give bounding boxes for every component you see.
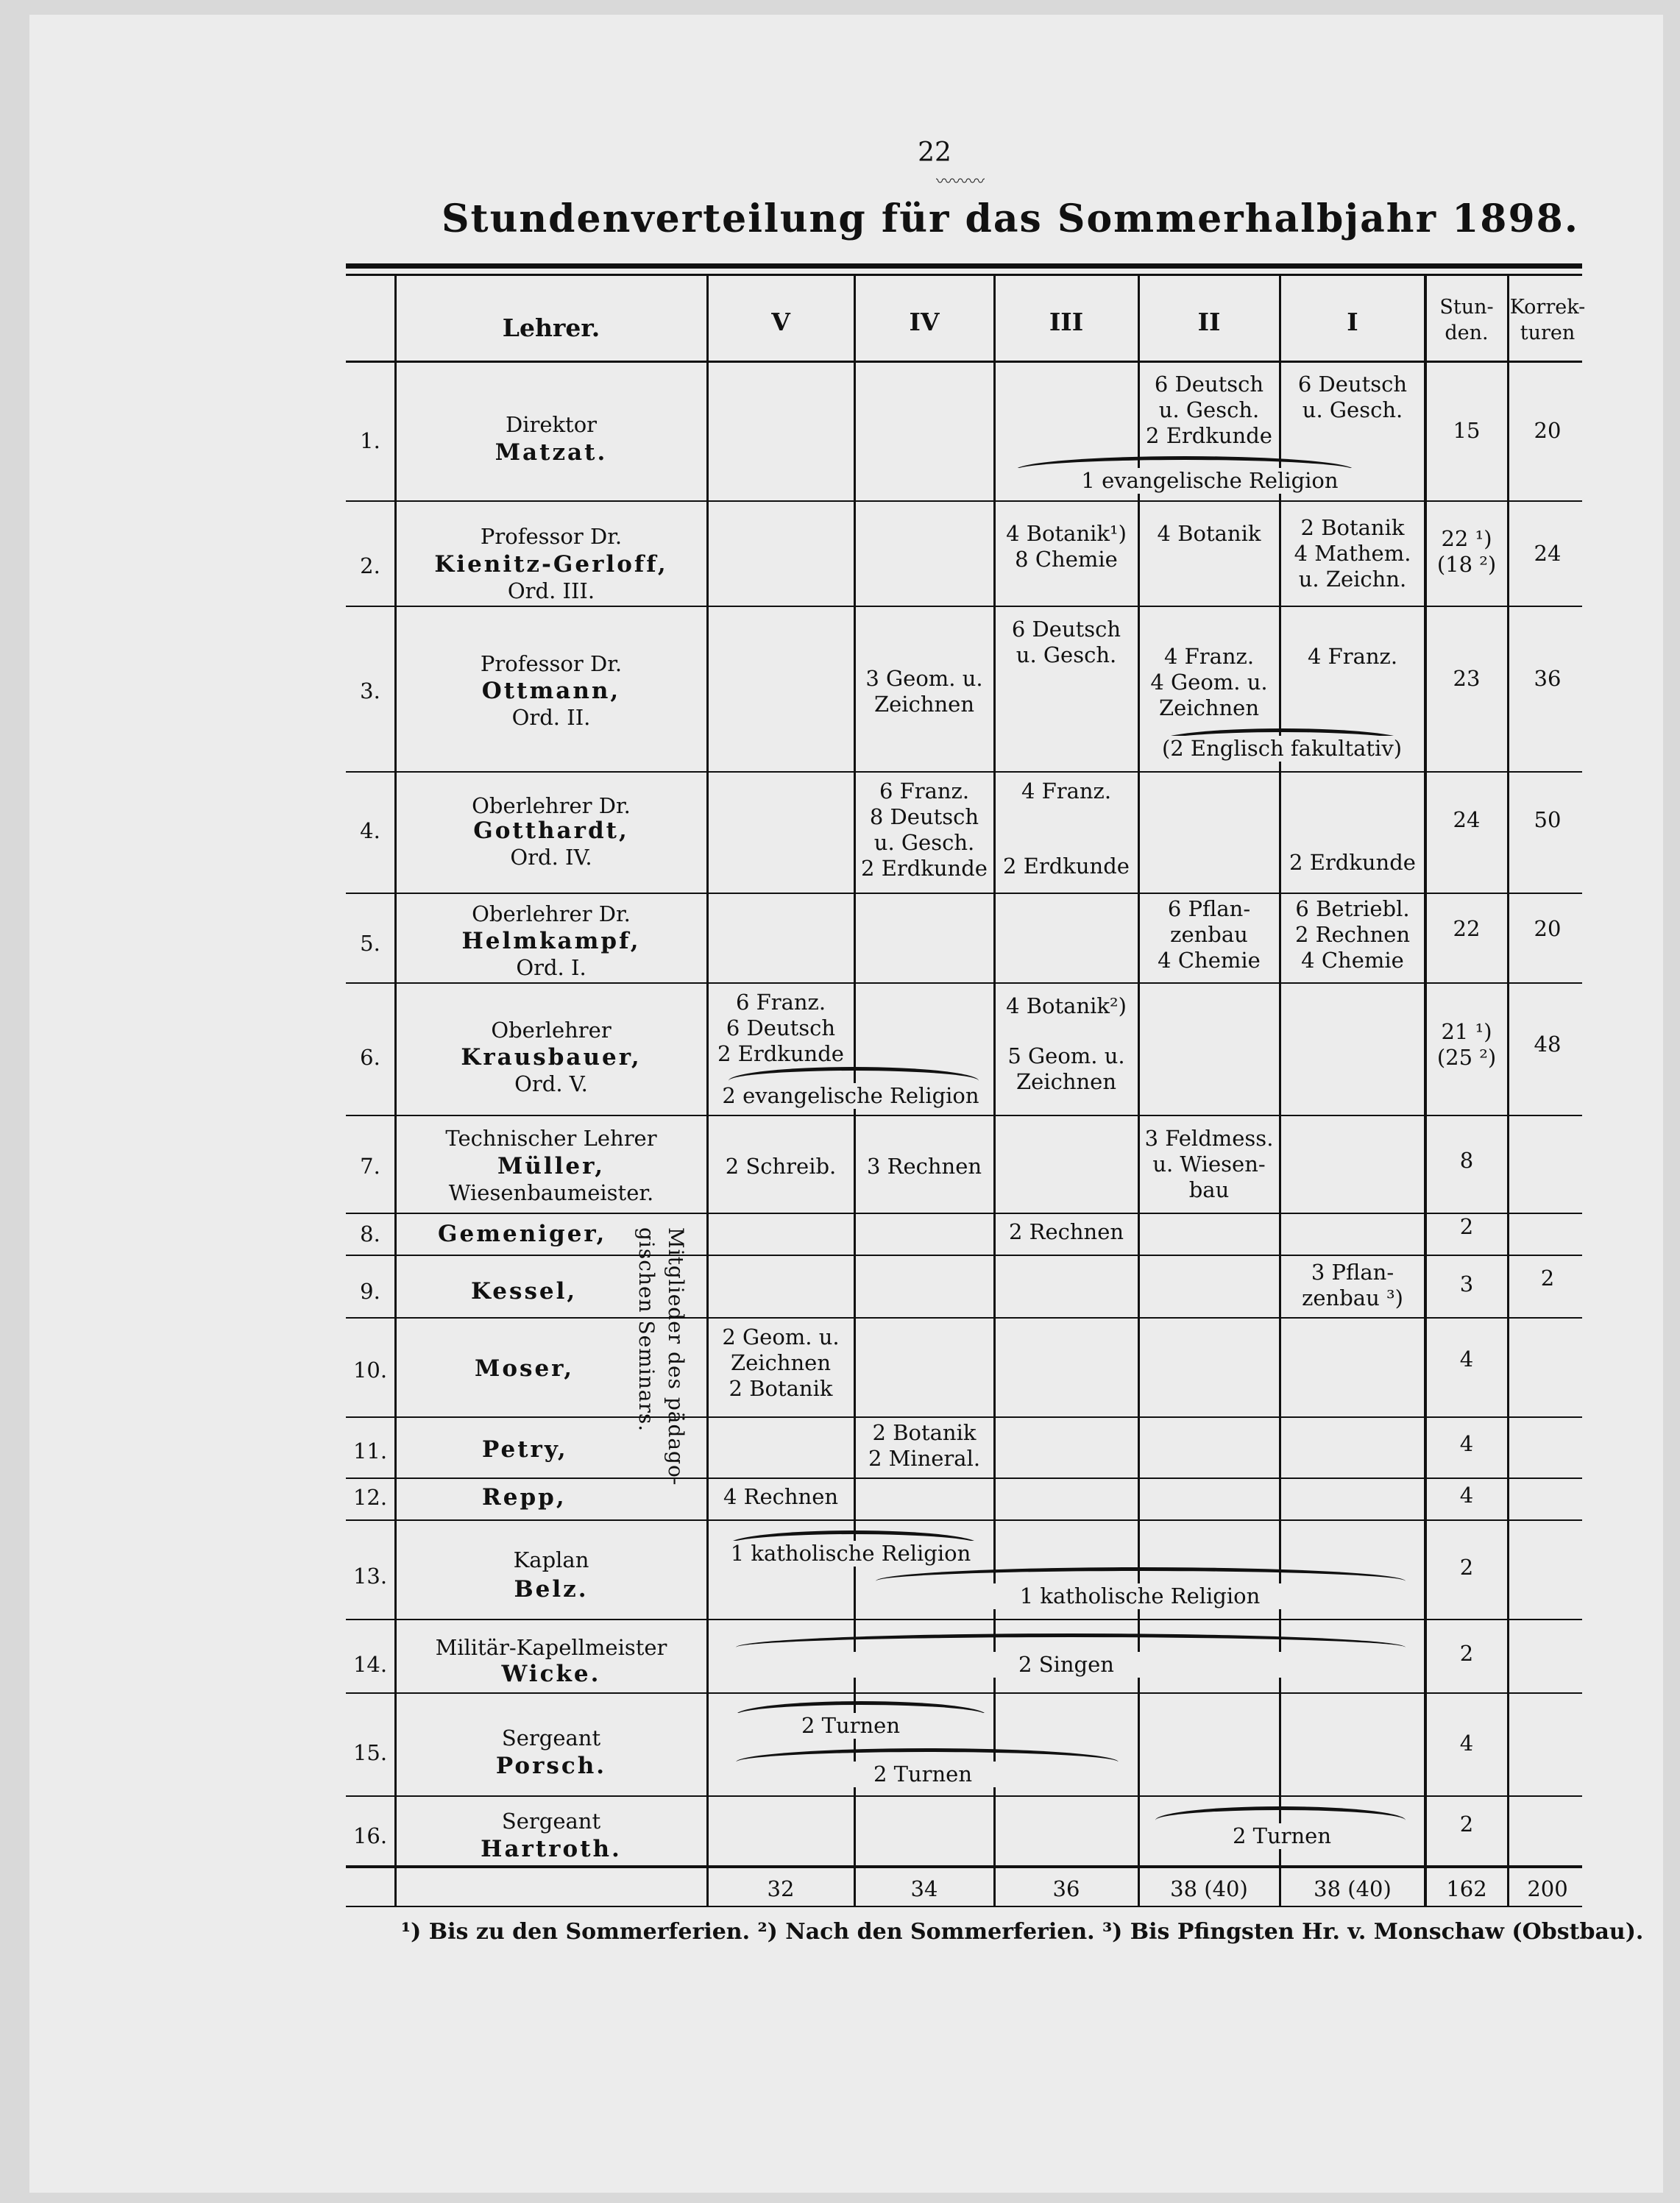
row-number: 16. xyxy=(352,1823,388,1848)
total-iv: 34 xyxy=(910,1876,938,1901)
stunden: 2 xyxy=(1459,1214,1474,1239)
teacher-title: Oberlehrer Dr. xyxy=(472,793,631,818)
stunden: 4 xyxy=(1459,1431,1474,1456)
header-lehrer: Lehrer. xyxy=(502,313,600,342)
ornament: 〰〰〰 xyxy=(935,173,985,191)
teacher-name: Helmkampf, xyxy=(461,928,641,954)
teacher-ordinariat: Ord. III. xyxy=(507,578,595,603)
teacher-name: Belz. xyxy=(514,1576,589,1603)
stunden: 23 xyxy=(1453,666,1481,691)
header-rule xyxy=(346,361,1582,363)
teacher-ordinariat: Ord. II. xyxy=(511,705,591,730)
korrekturen: 24 xyxy=(1534,541,1562,566)
stunden: 15 xyxy=(1453,418,1481,443)
header-v: V xyxy=(771,308,790,336)
span-label: 2 Turnen xyxy=(1140,1823,1424,1849)
stunden: 2 xyxy=(1459,1812,1474,1837)
teacher-title: Direktor xyxy=(505,412,598,437)
row-number: 2. xyxy=(360,553,380,578)
teacher-ordinariat: Ord. I. xyxy=(516,955,586,980)
teacher-title: Oberlehrer Dr. xyxy=(472,901,631,926)
cell-iv: 2 Botanik 2 Mineral. xyxy=(868,1420,981,1471)
row-number: 5. xyxy=(360,931,380,956)
stunden: 24 xyxy=(1453,807,1481,832)
stunden: 2 xyxy=(1459,1641,1474,1666)
cell-ii: 4 Botanik xyxy=(1157,521,1261,546)
header-iii: III xyxy=(1049,308,1084,336)
col-line xyxy=(1507,276,1509,1906)
stunden: 4 xyxy=(1459,1483,1474,1508)
row-number: 4. xyxy=(360,818,380,843)
total-stunden: 162 xyxy=(1446,1876,1487,1901)
teacher-ordinariat: Ord. V. xyxy=(514,1071,588,1096)
teacher-name: Gotthardt, xyxy=(473,817,629,844)
total-v: 32 xyxy=(767,1876,795,1901)
span-label: 2 Singen xyxy=(709,1652,1424,1678)
row-line xyxy=(346,1416,1582,1418)
stunden: 8 xyxy=(1459,1148,1474,1173)
teacher-name: Ottmann, xyxy=(481,678,621,704)
row-line xyxy=(346,771,1582,773)
teacher-name: Krausbauer, xyxy=(461,1044,642,1071)
span-label: 2 Turnen xyxy=(709,1713,993,1739)
span-label: 1 evangelische Religion xyxy=(996,468,1424,494)
header-iv: IV xyxy=(909,308,940,336)
teacher-name: Gemeniger, xyxy=(438,1221,607,1247)
teacher-name: Porsch. xyxy=(495,1753,607,1779)
teacher-title: Kaplan xyxy=(513,1547,589,1572)
row-number: 13. xyxy=(352,1564,388,1589)
cell-v: 2 Geom. u. Zeichnen 2 Botanik xyxy=(722,1324,840,1401)
top-rule xyxy=(346,263,1582,269)
teacher-name: Petry, xyxy=(482,1436,568,1463)
korrekturen: 36 xyxy=(1534,666,1562,691)
span-label-2: 1 katholische Religion xyxy=(856,1583,1424,1609)
row-line xyxy=(346,1255,1582,1256)
row-line xyxy=(346,1213,1582,1214)
row-number: 1. xyxy=(360,428,380,453)
cell-iii: 2 Rechnen xyxy=(1008,1219,1124,1244)
cell-v: 6 Franz. 6 Deutsch 2 Erdkunde xyxy=(717,990,844,1066)
stunden: 4 xyxy=(1459,1731,1474,1756)
row-number: 12. xyxy=(352,1485,388,1510)
row-number: 7. xyxy=(360,1154,380,1179)
cell-ii: 6 Deutsch u. Gesch. 2 Erdkunde xyxy=(1146,372,1272,448)
cell-iii-b: 5 Geom. u. Zeichnen xyxy=(1007,1043,1125,1094)
total-iii: 36 xyxy=(1052,1876,1080,1901)
cell-i: 6 Betriebl. 2 Rechnen 4 Chemie xyxy=(1294,896,1411,973)
totals-rule xyxy=(346,1865,1582,1868)
row-line xyxy=(346,606,1582,607)
span-label: (2 Englisch fakultativ) xyxy=(1140,736,1424,762)
span-label-2: 2 Turnen xyxy=(709,1762,1137,1787)
row-number: 14. xyxy=(352,1652,388,1677)
row-line xyxy=(346,1795,1582,1797)
row-line xyxy=(346,1519,1582,1521)
header-ii: II xyxy=(1197,308,1221,336)
row-line xyxy=(346,982,1582,984)
page-title: Stundenverteilung für das Sommerhalbjahr 1898. xyxy=(442,196,1579,241)
stunden: 3 xyxy=(1459,1271,1474,1296)
cell-iii: 4 Botanik¹) 8 Chemie xyxy=(1006,521,1127,572)
cell-ii: 3 Feldmess. u. Wiesen- bau xyxy=(1144,1126,1274,1202)
total-i: 38 (40) xyxy=(1314,1876,1392,1901)
row-line xyxy=(346,500,1582,502)
cell-iii-b: 2 Erdkunde xyxy=(1003,854,1130,879)
teacher-title: Technischer Lehrer xyxy=(445,1126,657,1151)
span-label: 2 evangelische Religion xyxy=(709,1083,993,1109)
cell-iv: 6 Franz. 8 Deutsch u. Gesch. 2 Erdkunde xyxy=(861,778,988,881)
teacher-name: Repp, xyxy=(482,1484,567,1511)
cell-i: 2 Erdkunde xyxy=(1289,850,1416,875)
row-line xyxy=(346,893,1582,894)
row-number: 8. xyxy=(360,1221,380,1246)
korrekturen: 48 xyxy=(1534,1032,1562,1057)
footnote: ¹) Bis zu den Sommerferien. ²) Nach den Sommerferien. ³) Bis Pfingsten Hr. v. Monschaw (Obstbau). xyxy=(401,1919,1644,1945)
stunden: 22 ¹) (18 ²) xyxy=(1436,526,1497,577)
row-number: 3. xyxy=(360,678,380,703)
top-rule-thin xyxy=(346,274,1582,276)
row-number: 11. xyxy=(352,1438,388,1464)
teacher-name: Hartroth. xyxy=(481,1836,622,1862)
teacher-title: Oberlehrer xyxy=(491,1018,612,1043)
row-number: 9. xyxy=(360,1279,380,1304)
cell-v: 4 Rechnen xyxy=(723,1484,839,1509)
cell-v: 2 Schreib. xyxy=(725,1154,837,1179)
cell-i: 3 Pflan- zenbau ³) xyxy=(1302,1260,1403,1310)
teacher-name: Müller, xyxy=(497,1153,605,1179)
stunden: 2 xyxy=(1459,1555,1474,1580)
header-stunden: Stun-den. xyxy=(1439,296,1494,344)
cell-ii: 4 Franz. 4 Geom. u. Zeichnen xyxy=(1150,644,1268,720)
teacher-name: Wicke. xyxy=(501,1661,601,1687)
stunden: 4 xyxy=(1459,1347,1474,1372)
cell-iii-a: 4 Botanik²) xyxy=(1006,993,1127,1018)
total-korrekturen: 200 xyxy=(1527,1876,1568,1901)
span-label: 1 katholische Religion xyxy=(709,1541,993,1567)
header-i: I xyxy=(1347,308,1358,336)
row-number: 6. xyxy=(360,1045,380,1070)
cell-iv: 3 Rechnen xyxy=(866,1154,982,1179)
row-line xyxy=(346,1115,1582,1116)
row-line xyxy=(346,1477,1582,1479)
cell-i: 2 Botanik 4 Mathem. u. Zeichn. xyxy=(1294,515,1411,592)
row-line xyxy=(346,1692,1582,1694)
cell-i: 4 Franz. xyxy=(1307,644,1398,669)
teacher-name: Kessel, xyxy=(471,1278,578,1305)
cell-i: 6 Deutsch u. Gesch. xyxy=(1297,372,1408,422)
bottom-rule xyxy=(346,1906,1582,1907)
cell-iii-a: 4 Franz. xyxy=(1021,778,1112,803)
korrekturen: 20 xyxy=(1534,418,1562,443)
teacher-name: Matzat. xyxy=(495,439,608,466)
seminar-label: Mitglieder des pädago- gischen Seminars. xyxy=(634,1227,688,1486)
korrekturen: 50 xyxy=(1534,807,1562,832)
row-line xyxy=(346,1619,1582,1620)
stunden: 22 xyxy=(1453,916,1481,941)
row-number: 15. xyxy=(352,1740,388,1765)
teacher-title: Professor Dr. xyxy=(480,651,623,676)
teacher-title: Sergeant xyxy=(501,1809,601,1834)
teacher-name: Kienitz-Gerloff, xyxy=(434,551,668,578)
teacher-title: Sergeant xyxy=(501,1725,601,1750)
total-ii: 38 (40) xyxy=(1170,1876,1248,1901)
stunden: 21 ¹) (25 ²) xyxy=(1436,1019,1497,1070)
teacher-name: Moser, xyxy=(475,1355,575,1382)
teacher-ordinariat: Ord. IV. xyxy=(510,845,592,870)
teacher-title: Professor Dr. xyxy=(480,524,623,549)
korrekturen: 20 xyxy=(1534,916,1562,941)
cell-ii: 6 Pflan- zenbau 4 Chemie xyxy=(1158,896,1261,973)
teacher-title: Militär-Kapellmeister xyxy=(435,1635,667,1660)
teacher-extra: Wiesenbaumeister. xyxy=(448,1180,654,1205)
cell-iv: 3 Geom. u. Zeichnen xyxy=(865,666,983,717)
row-number: 10. xyxy=(352,1358,388,1383)
korrekturen: 2 xyxy=(1540,1266,1555,1291)
cell-iii: 6 Deutsch u. Gesch. xyxy=(1011,617,1121,667)
header-korrekturen: Korrek-turen xyxy=(1509,296,1586,344)
row-line xyxy=(346,1317,1582,1319)
page-number: 22 xyxy=(918,138,951,168)
